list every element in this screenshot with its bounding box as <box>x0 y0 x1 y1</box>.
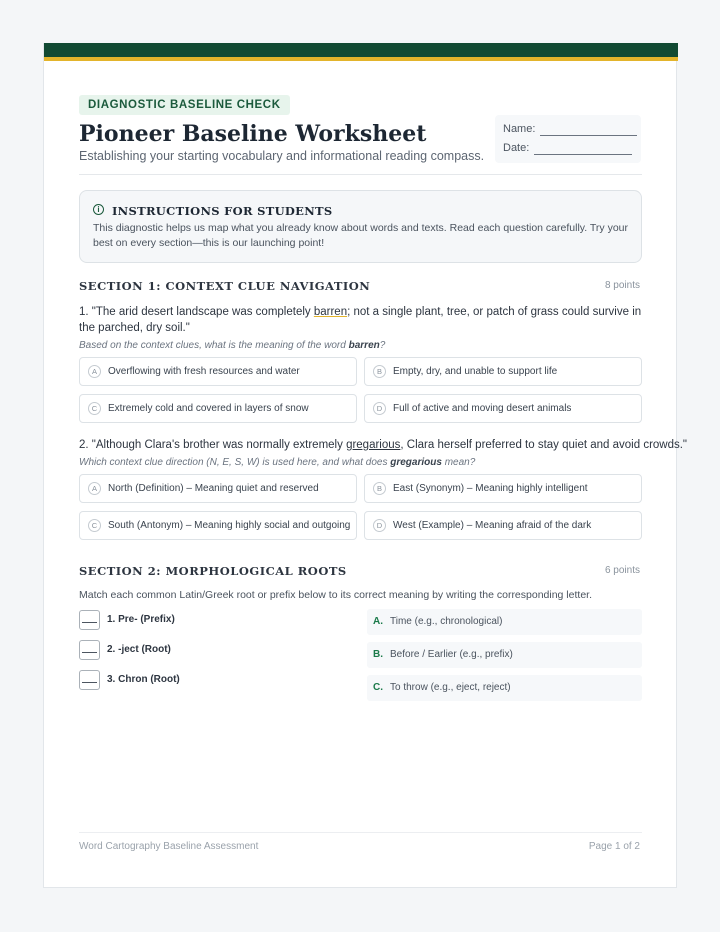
definition-letter: B. <box>373 649 383 660</box>
q1-prompt-start: Based on the context clues, what is the meaning of the word <box>79 340 349 351</box>
definition-a <box>367 609 642 635</box>
page-subtitle: Establishing your starting vocabulary and informational reading compass. <box>79 149 485 163</box>
answer-blank[interactable] <box>79 610 100 630</box>
option-text: East (Synonym) – Meaning highly intelligent <box>393 483 588 494</box>
date-label: Date: <box>503 142 530 154</box>
date-row <box>503 142 632 155</box>
option-letter: A <box>88 482 101 495</box>
option-text: Empty, dry, and unable to support life <box>393 366 558 377</box>
section2-title: SECTION 2: MORPHOLOGICAL ROOTS <box>79 564 347 578</box>
root-label: 3. Chron (Root) <box>107 674 180 685</box>
diagnostic-badge: DIAGNOSTIC BASELINE CHECK <box>79 95 290 115</box>
page-title: Pioneer Baseline Worksheet <box>79 121 427 147</box>
section2-instruction: Match each common Latin/Greek root or prefix below to its correct meaning by writing the corresponding letter. <box>79 589 592 601</box>
section1-points: 8 points <box>604 280 640 291</box>
name-date-box <box>495 115 641 163</box>
question-1-prompt <box>79 340 385 351</box>
definition-text: Before / Earlier (e.g., prefix) <box>390 649 513 660</box>
q1-text-start: 1. "The arid desert landscape was completely <box>79 306 314 318</box>
option-text: Overflowing with fresh resources and water <box>108 366 300 377</box>
header-divider <box>79 174 642 175</box>
question-2-text <box>79 437 688 453</box>
definition-c <box>367 675 642 701</box>
option-letter: C <box>88 519 101 532</box>
q1-option-d[interactable] <box>364 394 642 423</box>
option-text: Full of active and moving desert animals <box>393 403 572 414</box>
q1-option-b[interactable] <box>364 357 642 386</box>
definition-letter: C. <box>373 682 383 693</box>
option-letter: A <box>88 365 101 378</box>
definition-text: To throw (e.g., eject, reject) <box>390 682 511 693</box>
name-field[interactable] <box>540 123 637 136</box>
q2-prompt-start: Which context clue direction (N, E, S, W) is used here, and what does <box>79 457 391 468</box>
instructions-title: INSTRUCTIONS FOR STUDENTS <box>112 204 333 218</box>
q1-prompt-word: barren <box>348 340 380 351</box>
instructions-body: This diagnostic helps us map what you already know about words and texts. Read each question carefully. Try your best on every section—this is our launching point! <box>93 222 629 249</box>
info-icon: i <box>93 204 104 215</box>
option-letter: B <box>373 365 386 378</box>
option-letter: D <box>373 402 386 415</box>
option-text: West (Example) – Meaning afraid of the dark <box>393 520 592 531</box>
q2-option-c[interactable] <box>79 511 357 540</box>
footer-title: Word Cartography Baseline Assessment <box>79 841 259 852</box>
question-2-prompt <box>79 457 475 468</box>
option-text: Extremely cold and covered in layers of snow <box>108 403 309 414</box>
q2-text-start: 2. "Although Clara's brother was normally extremely <box>79 439 347 451</box>
root-label: 1. Pre- (Prefix) <box>107 614 175 625</box>
q1-target-word: barren <box>313 306 348 318</box>
name-label: Name: <box>503 123 536 135</box>
q2-option-b[interactable] <box>364 474 642 503</box>
q1-option-c[interactable] <box>79 394 357 423</box>
header-bar <box>44 43 678 57</box>
date-field[interactable] <box>534 142 632 155</box>
definition-letter: A. <box>373 616 383 627</box>
option-text: South (Antonym) – Meaning highly social and outgoing <box>108 520 351 531</box>
name-row <box>503 123 637 136</box>
worksheet-page <box>43 43 688 888</box>
definition-b <box>367 642 642 668</box>
page-number: Page 1 of 2 <box>588 841 640 852</box>
option-letter: B <box>373 482 386 495</box>
answer-blank[interactable] <box>79 670 100 690</box>
q2-target-word: gregarious <box>346 439 401 451</box>
q1-text-end: ; not a single plant, tree, or patch of grass could survive in the parched, dry soil." <box>79 306 642 334</box>
question-1-text <box>79 304 642 336</box>
instructions-box <box>79 190 642 263</box>
q2-option-d[interactable] <box>364 511 642 540</box>
q1-option-a[interactable] <box>79 357 357 386</box>
option-letter: C <box>88 402 101 415</box>
section1-title: SECTION 1: CONTEXT CLUE NAVIGATION <box>79 279 371 293</box>
q2-option-a[interactable] <box>79 474 357 503</box>
header-accent-stripe <box>44 57 678 61</box>
answer-blank[interactable] <box>79 640 100 660</box>
root-label: 2. -ject (Root) <box>107 644 171 655</box>
definition-text: Time (e.g., chronological) <box>390 616 503 627</box>
q2-prompt-end: mean? <box>441 457 476 468</box>
footer-divider <box>79 832 642 833</box>
q1-prompt-end: ? <box>379 340 386 351</box>
q2-prompt-word: gregarious <box>390 457 442 468</box>
option-letter: D <box>373 519 386 532</box>
option-text: North (Definition) – Meaning quiet and reserved <box>108 483 319 494</box>
section2-points: 6 points <box>604 565 640 576</box>
q2-text-end: , Clara herself preferred to stay quiet and avoid crowds." <box>400 439 688 451</box>
